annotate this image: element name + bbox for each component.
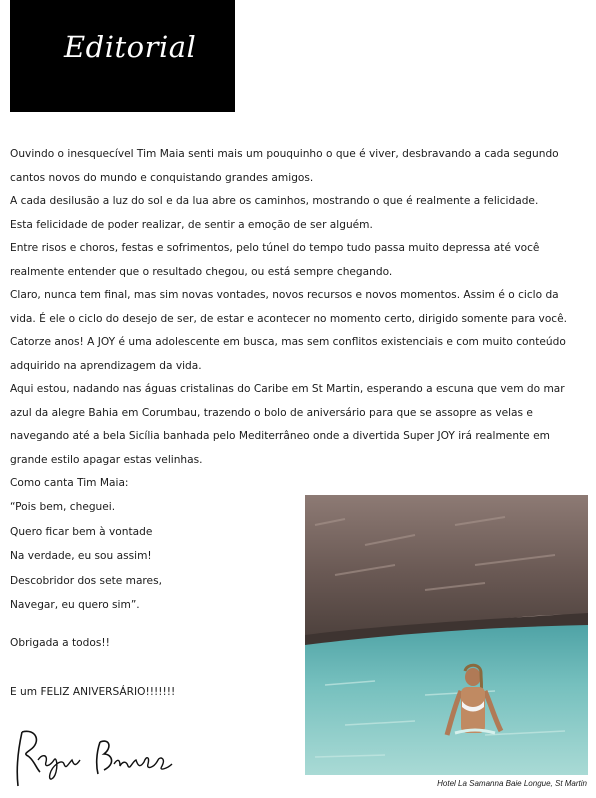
handwritten-signature	[8, 720, 183, 790]
poem-line: Quero ficar bem à vontade	[10, 525, 153, 538]
editorial-body	[10, 143, 585, 496]
page-title: Editorial	[64, 30, 197, 64]
photo-caption: Hotel La Samanna Baie Longue, St Martin	[437, 779, 587, 788]
poem-line: Na verdade, eu sou assim!	[10, 550, 152, 562]
paragraph: Claro, nunca tem final, mas sim novas vontades, novos recursos e novos momentos. Assim é o ciclo da vida. É ele o ciclo do desejo de ser, de estar e acontecer no momento certo, dirigido somente para você.	[10, 289, 568, 325]
paragraph: Ouvindo o inesquecível Tim Maia senti mais um pouquinho o que é viver, desbravando a cada segundo cantos novos do mundo e conquistando grandes amigos.	[10, 148, 559, 184]
paragraph: Esta felicidade de poder realizar, de sentir a emoção de ser alguém.	[10, 218, 373, 231]
editorial-title-block	[10, 0, 235, 112]
birthday-line: E um FELIZ ANIVERSÁRIO!!!!!!!	[10, 686, 176, 698]
paragraph: Como canta Tim Maia:	[10, 477, 129, 489]
thanks-line: Obrigada a todos!!	[10, 637, 110, 649]
paragraph: Entre risos e choros, festas e sofrimentos, pelo túnel do tempo tudo passa muito depressa até você realmente entender que o resultado chegou, ou está sempre chegando.	[10, 242, 540, 278]
poem-line: “Pois bem, cheguei.	[10, 501, 116, 513]
paragraph: Catorze anos! A JOY é uma adolescente em busca, mas sem conflitos existenciais e com muito conteúdo adquirido na aprendizagem da vida.	[10, 336, 566, 372]
poem-line: Navegar, eu quero sim”.	[10, 599, 140, 611]
poem-line: Descobridor dos sete mares,	[10, 574, 162, 587]
poem-quote	[10, 495, 290, 618]
paragraph: Aqui estou, nadando nas águas cristalinas do Caribe em St Martin, esperando a escuna que vem do mar azul da alegre Bahia em Corumbau, trazendo o bolo de aniversário para que se assopre as velas e navegando até a bela Sicília banhada pelo Mediterrâneo onde a divertida Super JOY irá realmente em grande estilo apagar estas velinhas.	[10, 383, 565, 466]
paragraph: A cada desilusão a luz do sol e da lua abre os caminhos, mostrando o que é realmente a felicidade.	[10, 195, 539, 207]
beach-photo	[305, 495, 588, 775]
